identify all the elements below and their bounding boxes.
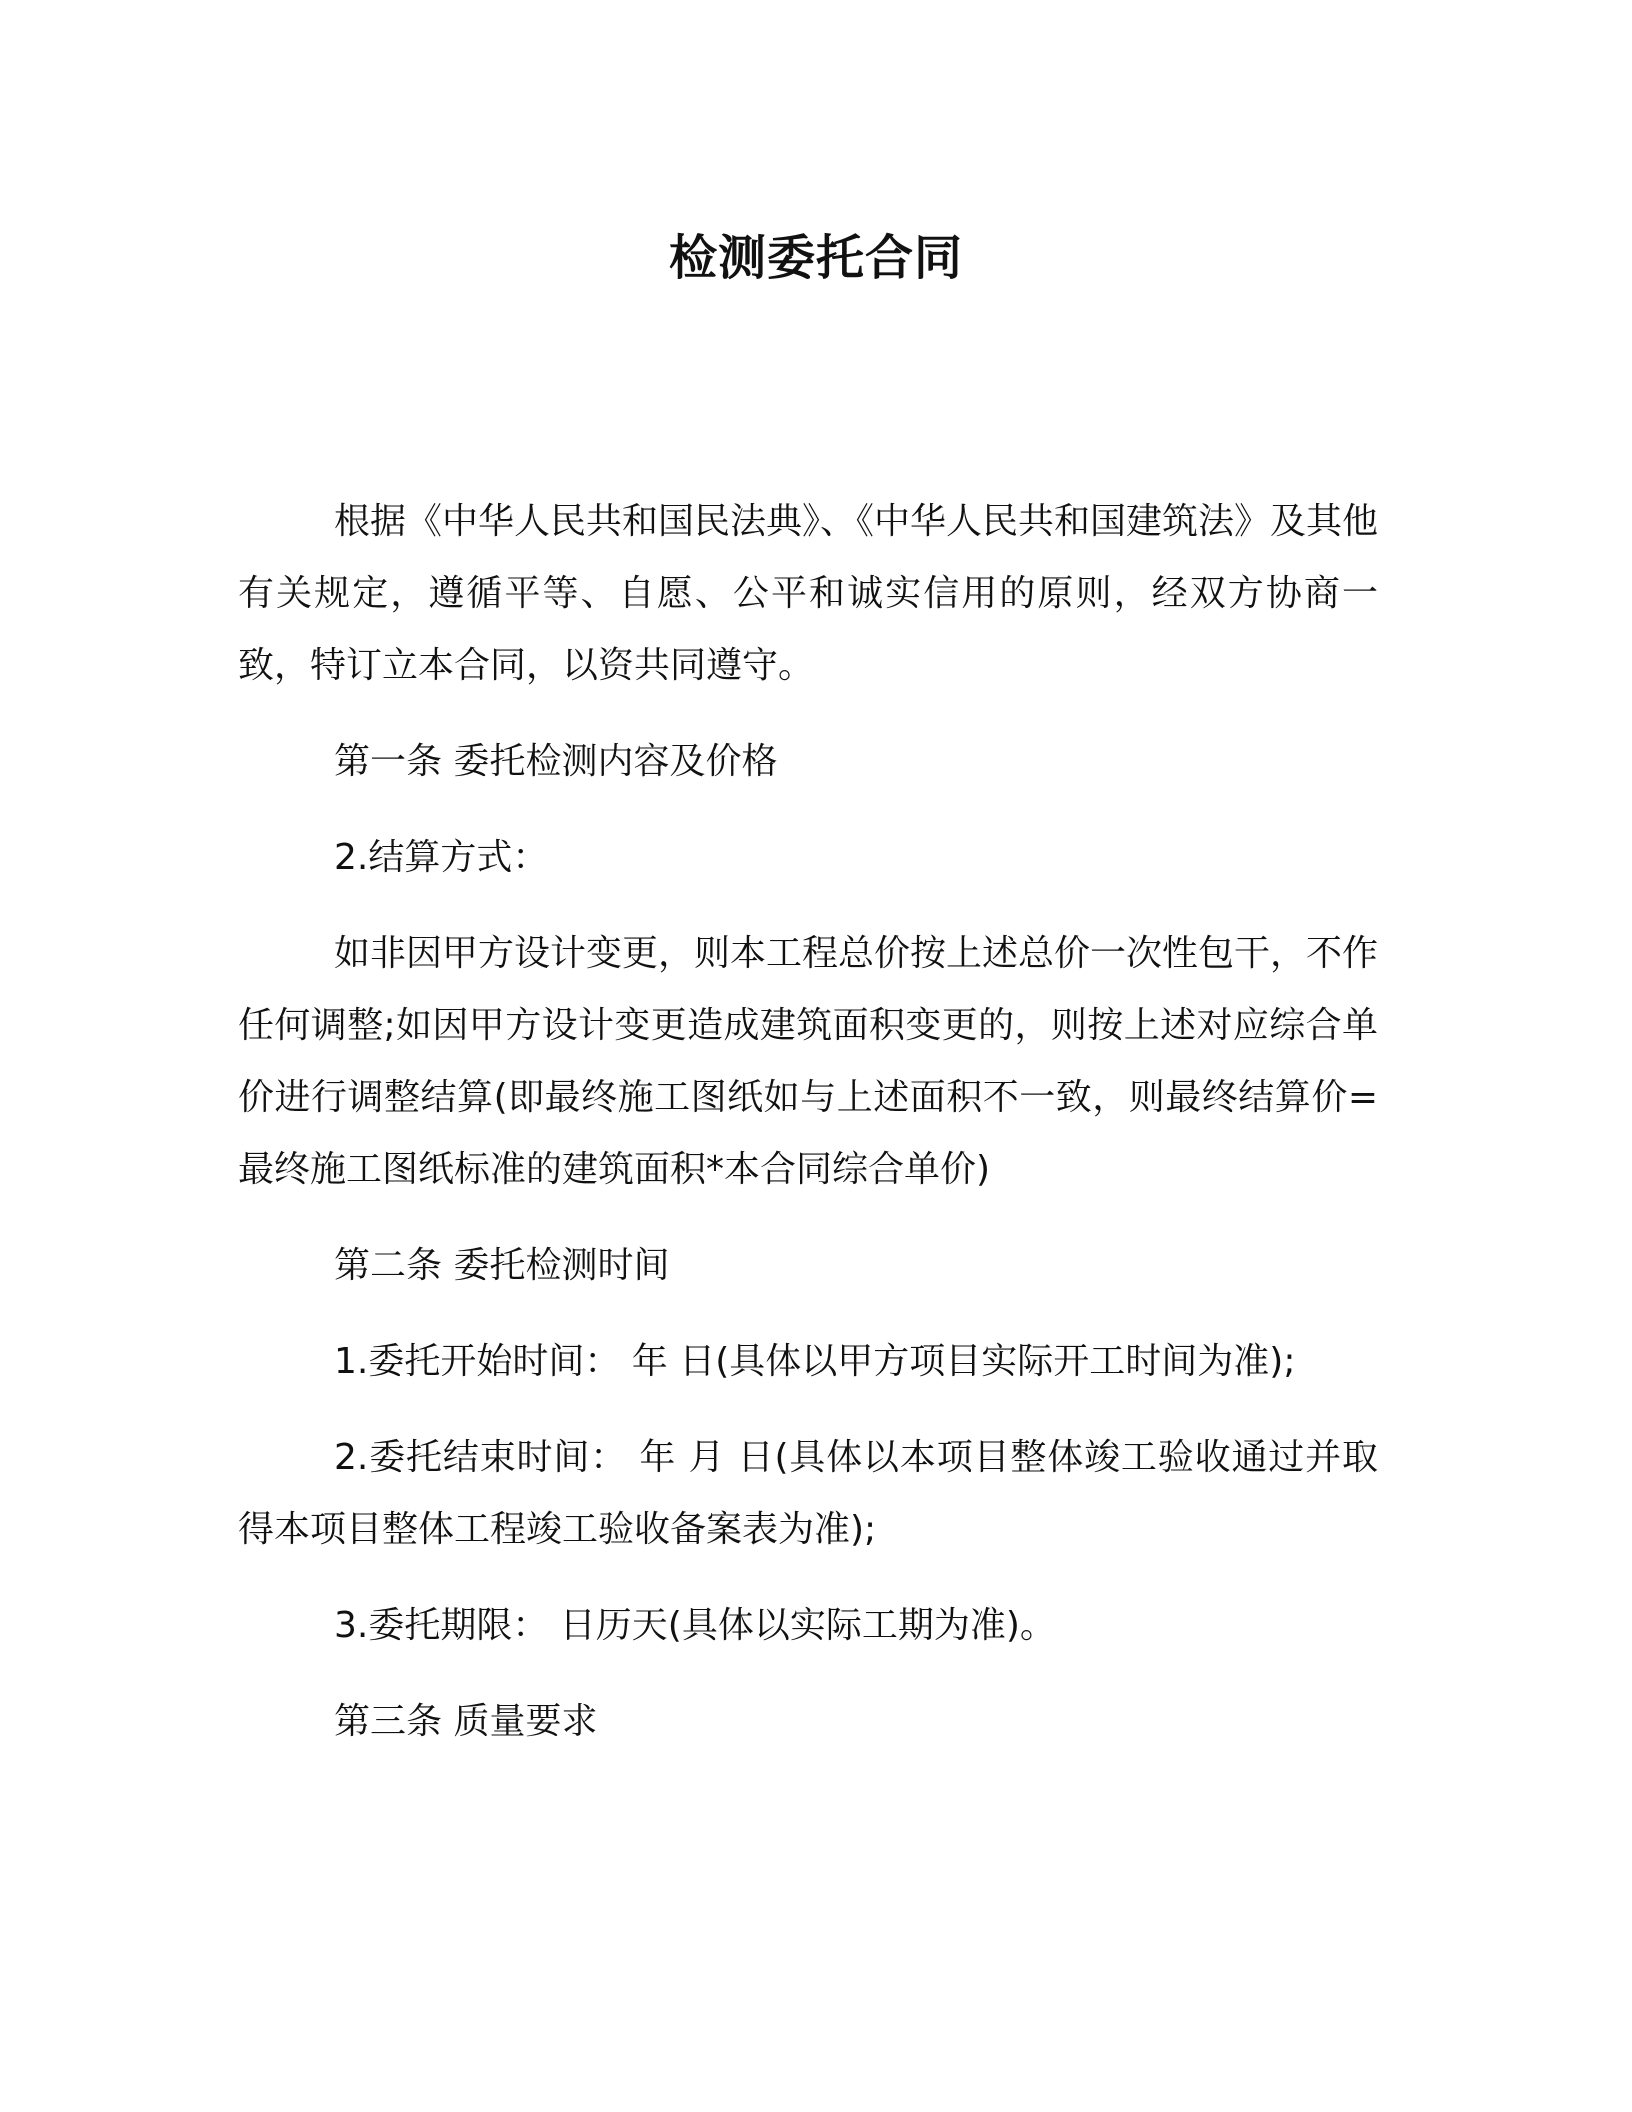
start-time-paragraph: 1.委托开始时间： 年 日(具体以甲方项目实际开工时间为准); — [334, 1341, 1296, 1382]
document-title: 检测委托合同 — [668, 230, 963, 286]
settlement-method-heading: 2.结算方式： — [334, 837, 549, 878]
duration-paragraph: 3.委托期限： 日历天(具体以实际工期为准)。 — [334, 1605, 1056, 1646]
end-time-paragraph: 2.委托结束时间： 年 月 日(具体以本项目整体竣工验收通过并取得本项目整体工程竣工验收备案表为准); — [238, 1437, 1378, 1550]
article-3-heading: 第三条 质量要求 — [334, 1701, 598, 1742]
article-1-heading: 第一条 委托检测内容及价格 — [334, 741, 778, 782]
document-body — [238, 486, 1378, 1758]
intro-paragraph: 根据《中华人民共和国民法典》、《中华人民共和国建筑法》及其他有关规定，遵循平等、自愿、公平和诚实信用的原则，经双方协商一致，特订立本合同，以资共同遵守。 — [238, 501, 1379, 686]
article-2-heading: 第二条 委托检测时间 — [334, 1245, 670, 1286]
settlement-method-paragraph: 如非因甲方设计变更，则本工程总价按上述总价一次性包干，不作任何调整;如因甲方设计变更造成建筑面积变更的，则按上述对应综合单价进行调整结算(即最终施工图纸如与上述面积不一致，则最终结算价=最终施工图纸标准的建筑面积*本合同综合单价) — [238, 933, 1379, 1190]
